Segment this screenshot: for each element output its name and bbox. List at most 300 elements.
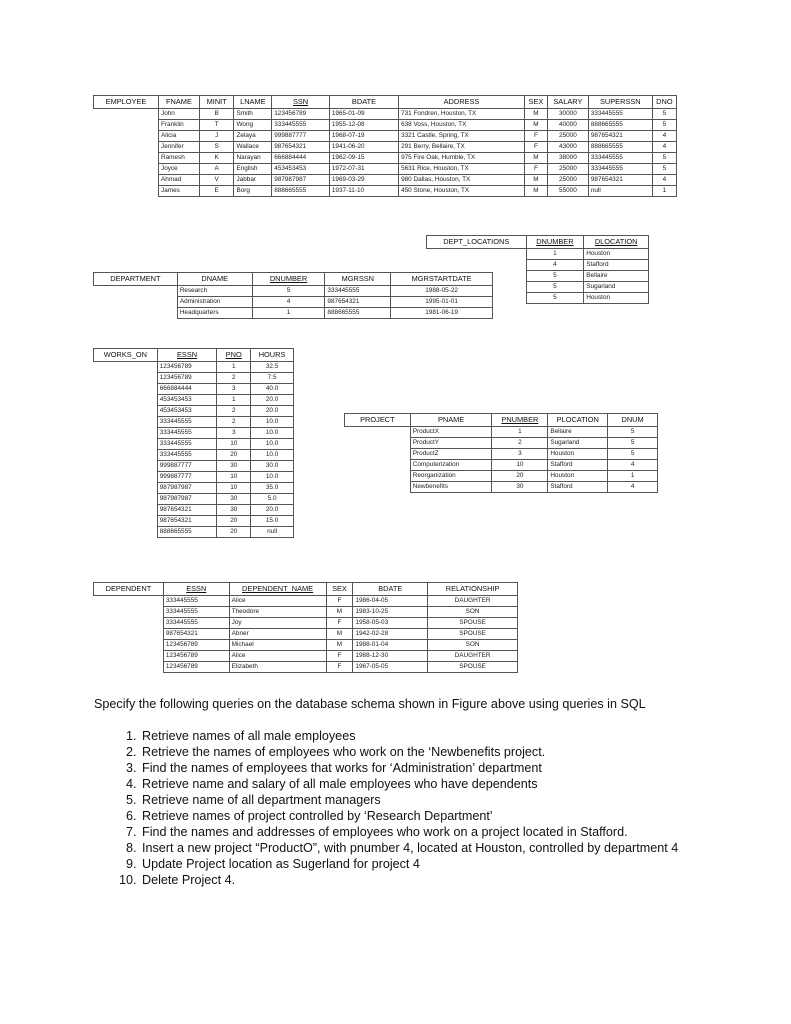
table-cell: 3321 Castle, Spring, TX bbox=[399, 131, 525, 142]
table-cell: 999887777 bbox=[157, 461, 217, 472]
table-spacer-cell bbox=[94, 109, 159, 120]
project-table bbox=[344, 413, 658, 493]
question-item: 10. Delete Project 4. bbox=[140, 872, 740, 888]
table-cell: F bbox=[326, 618, 353, 629]
table-cell: 123456789 bbox=[163, 640, 229, 651]
table-cell: 975 Fire Oak, Humble, TX bbox=[399, 153, 525, 164]
table-cell: Franklin bbox=[159, 120, 200, 131]
table-row bbox=[94, 483, 294, 494]
table-cell: Alicia bbox=[159, 131, 200, 142]
table-spacer-cell bbox=[94, 461, 158, 472]
table-cell: Bellaire bbox=[548, 427, 608, 438]
table-row bbox=[345, 460, 658, 471]
table-cell: 1958-05-03 bbox=[353, 618, 428, 629]
table-cell: 987987987 bbox=[157, 483, 217, 494]
table-cell: SPOUSE bbox=[428, 618, 518, 629]
department-table-name: DEPARTMENT bbox=[94, 273, 178, 286]
table-spacer-cell bbox=[94, 395, 158, 406]
table-cell: F bbox=[524, 142, 547, 153]
table-spacer-cell bbox=[94, 373, 158, 384]
table-cell: 5.0 bbox=[251, 494, 294, 505]
table-cell: 40000 bbox=[547, 120, 588, 131]
table-spacer-cell bbox=[94, 142, 159, 153]
table-cell: 1965-01-09 bbox=[329, 109, 398, 120]
col-dlocation: DLOCATION bbox=[584, 236, 649, 249]
dependent-header-row bbox=[94, 583, 518, 596]
table-cell: 888665555 bbox=[588, 120, 652, 131]
table-cell: Houston bbox=[548, 471, 608, 482]
table-row bbox=[94, 120, 677, 131]
table-row bbox=[94, 618, 518, 629]
table-cell: 5 bbox=[252, 286, 325, 297]
table-cell: M bbox=[326, 607, 353, 618]
table-row bbox=[94, 472, 294, 483]
table-cell: Elizabeth bbox=[229, 662, 326, 673]
table-spacer-cell bbox=[427, 249, 527, 260]
table-cell: 30000 bbox=[547, 109, 588, 120]
table-cell: 5 bbox=[652, 120, 676, 131]
table-cell: 5631 Rice, Houston, TX bbox=[399, 164, 525, 175]
table-row bbox=[94, 662, 518, 673]
table-cell: 20 bbox=[492, 471, 548, 482]
table-cell: 1988-12-30 bbox=[353, 651, 428, 662]
table-cell: 1942-02-28 bbox=[353, 629, 428, 640]
table-cell: 7.5 bbox=[251, 373, 294, 384]
dept-locations-header-row bbox=[427, 236, 649, 249]
table-cell: Borg bbox=[234, 186, 272, 197]
table-spacer-cell bbox=[345, 471, 411, 482]
table-cell: Administration bbox=[177, 297, 252, 308]
table-cell: Joy bbox=[229, 618, 326, 629]
col-address: ADDRESS bbox=[399, 96, 525, 109]
table-cell: 453453453 bbox=[157, 395, 217, 406]
table-cell: 453453453 bbox=[157, 406, 217, 417]
table-cell: Ahmad bbox=[159, 175, 200, 186]
table-spacer-cell bbox=[94, 164, 159, 175]
col-salary: SALARY bbox=[547, 96, 588, 109]
table-row bbox=[94, 607, 518, 618]
table-spacer-cell bbox=[94, 286, 178, 297]
table-cell: F bbox=[524, 164, 547, 175]
question-item: 7. Find the names and addresses of employees who work on a project located in Stafford. bbox=[140, 824, 740, 840]
table-cell: 987987987 bbox=[272, 175, 330, 186]
col-hours: HOURS bbox=[251, 349, 294, 362]
col-superssn: SUPERSSN bbox=[588, 96, 652, 109]
table-cell: F bbox=[326, 651, 353, 662]
table-cell: Houston bbox=[548, 449, 608, 460]
table-cell: 3 bbox=[217, 384, 251, 395]
table-cell: 333445555 bbox=[163, 607, 229, 618]
table-cell: 30 bbox=[217, 494, 251, 505]
table-cell: J bbox=[199, 131, 234, 142]
question-item: 4. Retrieve name and salary of all male employees who have dependents bbox=[140, 776, 740, 792]
table-cell: 1 bbox=[652, 186, 676, 197]
table-cell: M bbox=[524, 153, 547, 164]
table-cell: 333445555 bbox=[588, 153, 652, 164]
table-cell: 3 bbox=[492, 449, 548, 460]
table-cell: SON bbox=[428, 607, 518, 618]
works-on-table bbox=[93, 348, 294, 538]
table-cell: 5 bbox=[652, 109, 676, 120]
table-cell: 20.0 bbox=[251, 406, 294, 417]
table-cell: 333445555 bbox=[163, 618, 229, 629]
table-cell: 10.0 bbox=[251, 417, 294, 428]
table-cell: 1981-06-19 bbox=[391, 308, 493, 319]
table-cell: 10 bbox=[217, 472, 251, 483]
table-spacer-cell bbox=[94, 175, 159, 186]
table-cell: 1988-01-04 bbox=[353, 640, 428, 651]
table-cell: M bbox=[524, 109, 547, 120]
table-cell: 450 Stone, Houston, TX bbox=[399, 186, 525, 197]
table-cell: 2 bbox=[492, 438, 548, 449]
table-cell: M bbox=[326, 640, 353, 651]
table-row bbox=[94, 640, 518, 651]
table-cell: 123456789 bbox=[272, 109, 330, 120]
table-cell: 731 Fondren, Houston, TX bbox=[399, 109, 525, 120]
table-cell: 2 bbox=[217, 373, 251, 384]
table-cell: 888665555 bbox=[157, 527, 217, 538]
table-cell: Wong bbox=[234, 120, 272, 131]
table-row bbox=[94, 461, 294, 472]
table-row bbox=[94, 297, 493, 308]
table-cell: 5 bbox=[526, 293, 584, 304]
table-cell: 291 Berry, Bellaire, TX bbox=[399, 142, 525, 153]
table-cell: SON bbox=[428, 640, 518, 651]
table-spacer-cell bbox=[94, 428, 158, 439]
table-spacer-cell bbox=[94, 308, 178, 319]
table-cell: 2 bbox=[217, 406, 251, 417]
table-spacer-cell bbox=[94, 472, 158, 483]
table-cell: 4 bbox=[608, 482, 658, 493]
table-spacer-cell bbox=[94, 662, 164, 673]
table-cell: 10 bbox=[217, 439, 251, 450]
table-cell: 38000 bbox=[547, 153, 588, 164]
table-spacer-cell bbox=[94, 505, 158, 516]
col-dname: DNAME bbox=[177, 273, 252, 286]
table-cell: DAUGHTER bbox=[428, 596, 518, 607]
dept-locations-table-name: DEPT_LOCATIONS bbox=[427, 236, 527, 249]
table-cell: V bbox=[199, 175, 234, 186]
table-spacer-cell bbox=[94, 596, 164, 607]
table-row bbox=[94, 450, 294, 461]
table-cell: Houston bbox=[584, 249, 649, 260]
question-item: 6. Retrieve names of project controlled by ‘Research Department’ bbox=[140, 808, 740, 824]
table-cell: 2 bbox=[217, 417, 251, 428]
table-cell: 3 bbox=[217, 428, 251, 439]
table-cell: James bbox=[159, 186, 200, 197]
table-cell: Theodore bbox=[229, 607, 326, 618]
table-cell: 10.0 bbox=[251, 439, 294, 450]
table-cell: Headquarters bbox=[177, 308, 252, 319]
table-cell: 55000 bbox=[547, 186, 588, 197]
col-dno: DNO bbox=[652, 96, 676, 109]
table-spacer-cell bbox=[94, 450, 158, 461]
table-spacer-cell bbox=[94, 297, 178, 308]
table-cell: 4 bbox=[652, 175, 676, 186]
table-cell: 43000 bbox=[547, 142, 588, 153]
table-cell: 333445555 bbox=[588, 109, 652, 120]
dependent-table-name: DEPENDENT bbox=[94, 583, 164, 596]
table-cell: 333445555 bbox=[272, 120, 330, 131]
table-spacer-cell bbox=[94, 640, 164, 651]
table-spacer-cell bbox=[94, 651, 164, 662]
table-spacer-cell bbox=[345, 482, 411, 493]
table-cell: 123456789 bbox=[157, 373, 217, 384]
question-item: 1. Retrieve names of all male employees bbox=[140, 728, 740, 744]
table-cell: 1941-06-20 bbox=[329, 142, 398, 153]
table-row bbox=[345, 471, 658, 482]
table-cell: S bbox=[199, 142, 234, 153]
question-item: 3. Find the names of employees that works for ‘Administration’ department bbox=[140, 760, 740, 776]
table-cell: 20.0 bbox=[251, 505, 294, 516]
table-cell: 15.0 bbox=[251, 516, 294, 527]
table-spacer-cell bbox=[94, 607, 164, 618]
table-cell: 888665555 bbox=[325, 308, 391, 319]
table-cell: 987654321 bbox=[157, 505, 217, 516]
table-cell: 123456789 bbox=[163, 662, 229, 673]
dependent-table bbox=[93, 582, 518, 673]
col-dnumber: DNUMBER bbox=[526, 236, 584, 249]
table-spacer-cell bbox=[94, 618, 164, 629]
table-cell: ProductZ bbox=[410, 449, 492, 460]
table-cell: 987654321 bbox=[325, 297, 391, 308]
question-item: 5. Retrieve name of all department managers bbox=[140, 792, 740, 808]
col-sex: SEX bbox=[326, 583, 353, 596]
table-cell: 10 bbox=[217, 483, 251, 494]
table-cell: 333445555 bbox=[325, 286, 391, 297]
instructions-text: Specify the following queries on the database schema shown in Figure above using queries in SQL bbox=[94, 697, 646, 711]
table-row bbox=[94, 164, 677, 175]
table-cell: Research bbox=[177, 286, 252, 297]
table-cell: 333445555 bbox=[163, 596, 229, 607]
table-cell: 32.5 bbox=[251, 362, 294, 373]
table-cell: 1 bbox=[217, 362, 251, 373]
table-cell: Joyce bbox=[159, 164, 200, 175]
table-cell: 1972-07-31 bbox=[329, 164, 398, 175]
table-cell: DAUGHTER bbox=[428, 651, 518, 662]
table-spacer-cell bbox=[94, 629, 164, 640]
table-cell: Alice bbox=[229, 651, 326, 662]
table-cell: SPOUSE bbox=[428, 662, 518, 673]
table-cell: Stafford bbox=[548, 460, 608, 471]
table-spacer-cell bbox=[94, 153, 159, 164]
table-spacer-cell bbox=[94, 417, 158, 428]
table-cell: 1 bbox=[217, 395, 251, 406]
col-relationship: RELATIONSHIP bbox=[428, 583, 518, 596]
table-cell: SPOUSE bbox=[428, 629, 518, 640]
table-cell: Stafford bbox=[548, 482, 608, 493]
col-essn: ESSN bbox=[163, 583, 229, 596]
table-spacer-cell bbox=[345, 449, 411, 460]
table-cell: 999887777 bbox=[272, 131, 330, 142]
table-cell: Smith bbox=[234, 109, 272, 120]
col-dnum: DNUM bbox=[608, 414, 658, 427]
table-cell: 40.0 bbox=[251, 384, 294, 395]
table-cell: 1967-05-05 bbox=[353, 662, 428, 673]
col-fname: FNAME bbox=[159, 96, 200, 109]
table-cell: 333445555 bbox=[157, 417, 217, 428]
question-item: 9. Update Project location as Sugerland for project 4 bbox=[140, 856, 740, 872]
table-cell: 333445555 bbox=[157, 428, 217, 439]
table-cell: 20 bbox=[217, 450, 251, 461]
project-table-name: PROJECT bbox=[345, 414, 411, 427]
col-lname: LNAME bbox=[234, 96, 272, 109]
table-row bbox=[94, 362, 294, 373]
table-cell: 30 bbox=[492, 482, 548, 493]
table-cell: 888665555 bbox=[272, 186, 330, 197]
table-cell: Sugarland bbox=[548, 438, 608, 449]
table-cell: ProductY bbox=[410, 438, 492, 449]
table-spacer-cell bbox=[94, 120, 159, 131]
table-cell: 987654321 bbox=[157, 516, 217, 527]
table-spacer-cell bbox=[94, 439, 158, 450]
table-cell: M bbox=[524, 175, 547, 186]
table-cell: 1 bbox=[608, 471, 658, 482]
table-cell: 5 bbox=[608, 427, 658, 438]
table-row bbox=[94, 373, 294, 384]
table-cell: F bbox=[326, 662, 353, 673]
col-sex: SEX bbox=[524, 96, 547, 109]
works-on-table-name: WORKS_ON bbox=[94, 349, 158, 362]
table-cell: 5 bbox=[608, 449, 658, 460]
table-spacer-cell bbox=[94, 384, 158, 395]
question-item: 8. Insert a new project “ProductO”, with pnumber 4, located at Houston, controlled by department 4 bbox=[140, 840, 740, 856]
table-spacer-cell bbox=[345, 427, 411, 438]
table-cell: Ramesh bbox=[159, 153, 200, 164]
table-cell: 1 bbox=[526, 249, 584, 260]
table-cell: Computerization bbox=[410, 460, 492, 471]
table-cell: Zelaya bbox=[234, 131, 272, 142]
table-row bbox=[345, 427, 658, 438]
table-spacer-cell bbox=[427, 260, 527, 271]
table-cell: 4 bbox=[652, 131, 676, 142]
table-cell: 5 bbox=[652, 164, 676, 175]
table-row bbox=[345, 482, 658, 493]
col-essn: ESSN bbox=[157, 349, 217, 362]
table-cell: 5 bbox=[526, 271, 584, 282]
table-cell: English bbox=[234, 164, 272, 175]
table-cell: Abner bbox=[229, 629, 326, 640]
table-cell: Reorganization bbox=[410, 471, 492, 482]
col-dependent-name: DEPENDENT_NAME bbox=[229, 583, 326, 596]
table-cell: 1 bbox=[252, 308, 325, 319]
table-spacer-cell bbox=[94, 406, 158, 417]
col-pname: PNAME bbox=[410, 414, 492, 427]
table-cell: 25000 bbox=[547, 131, 588, 142]
table-cell: M bbox=[524, 120, 547, 131]
table-cell: 888665555 bbox=[588, 142, 652, 153]
table-cell: 10.0 bbox=[251, 472, 294, 483]
table-cell: 20 bbox=[217, 527, 251, 538]
department-header-row bbox=[94, 273, 493, 286]
table-cell: 666884444 bbox=[272, 153, 330, 164]
table-cell: null bbox=[251, 527, 294, 538]
col-bdate: BDATE bbox=[353, 583, 428, 596]
table-cell: John bbox=[159, 109, 200, 120]
table-cell: 10.0 bbox=[251, 428, 294, 439]
table-cell: Alice bbox=[229, 596, 326, 607]
table-cell: 4 bbox=[608, 460, 658, 471]
table-cell: T bbox=[199, 120, 234, 131]
table-cell: M bbox=[524, 186, 547, 197]
table-cell: 4 bbox=[652, 142, 676, 153]
table-row bbox=[94, 186, 677, 197]
table-cell: 987987987 bbox=[157, 494, 217, 505]
table-cell: Newbenefits bbox=[410, 482, 492, 493]
table-cell: 20.0 bbox=[251, 395, 294, 406]
table-cell: 987654321 bbox=[588, 175, 652, 186]
table-cell: 1983-10-25 bbox=[353, 607, 428, 618]
table-cell: 1962-09-15 bbox=[329, 153, 398, 164]
table-cell: 30 bbox=[217, 505, 251, 516]
table-row bbox=[94, 142, 677, 153]
table-row bbox=[427, 260, 649, 271]
col-pno: PNO bbox=[217, 349, 251, 362]
table-row bbox=[94, 439, 294, 450]
table-cell: 35.0 bbox=[251, 483, 294, 494]
table-cell: 123456789 bbox=[163, 651, 229, 662]
col-ssn: SSN bbox=[272, 96, 330, 109]
table-cell: 1988-05-22 bbox=[391, 286, 493, 297]
table-row bbox=[94, 651, 518, 662]
table-row bbox=[94, 384, 294, 395]
table-cell: Stafford bbox=[584, 260, 649, 271]
table-cell: Narayan bbox=[234, 153, 272, 164]
table-cell: 333445555 bbox=[157, 439, 217, 450]
table-cell: 123456789 bbox=[157, 362, 217, 373]
table-cell: 10 bbox=[492, 460, 548, 471]
table-cell: 333445555 bbox=[157, 450, 217, 461]
employee-table bbox=[93, 95, 677, 197]
table-cell: B bbox=[199, 109, 234, 120]
table-cell: Sugarland bbox=[584, 282, 649, 293]
table-spacer-cell bbox=[94, 186, 159, 197]
table-row bbox=[94, 505, 294, 516]
table-cell: Bellaire bbox=[584, 271, 649, 282]
table-row bbox=[94, 395, 294, 406]
table-cell: 987654321 bbox=[163, 629, 229, 640]
table-cell: 1937-11-10 bbox=[329, 186, 398, 197]
table-cell: 1 bbox=[492, 427, 548, 438]
table-cell: Jabbar bbox=[234, 175, 272, 186]
table-row bbox=[94, 516, 294, 527]
table-cell: Houston bbox=[584, 293, 649, 304]
table-spacer-cell bbox=[94, 494, 158, 505]
col-minit: MINIT bbox=[199, 96, 234, 109]
table-row bbox=[94, 629, 518, 640]
table-cell: 20 bbox=[217, 516, 251, 527]
col-plocation: PLOCATION bbox=[548, 414, 608, 427]
table-spacer-cell bbox=[345, 460, 411, 471]
table-cell: 980 Dallas, Houston, TX bbox=[399, 175, 525, 186]
table-cell: 5 bbox=[526, 282, 584, 293]
table-cell: 10.0 bbox=[251, 450, 294, 461]
table-row bbox=[427, 249, 649, 260]
table-cell: 987654321 bbox=[272, 142, 330, 153]
project-header-row bbox=[345, 414, 658, 427]
question-item: 2. Retrieve the names of employees who work on the ‘Newbenefits project. bbox=[140, 744, 740, 760]
table-cell: 1995-01-01 bbox=[391, 297, 493, 308]
table-spacer-cell bbox=[94, 483, 158, 494]
table-cell: 1955-12-08 bbox=[329, 120, 398, 131]
col-dnumber: DNUMBER bbox=[252, 273, 325, 286]
table-cell: K bbox=[199, 153, 234, 164]
table-cell: 1986-04-05 bbox=[353, 596, 428, 607]
table-cell: Michael bbox=[229, 640, 326, 651]
table-cell: 999887777 bbox=[157, 472, 217, 483]
table-row bbox=[94, 175, 677, 186]
table-cell: null bbox=[588, 186, 652, 197]
